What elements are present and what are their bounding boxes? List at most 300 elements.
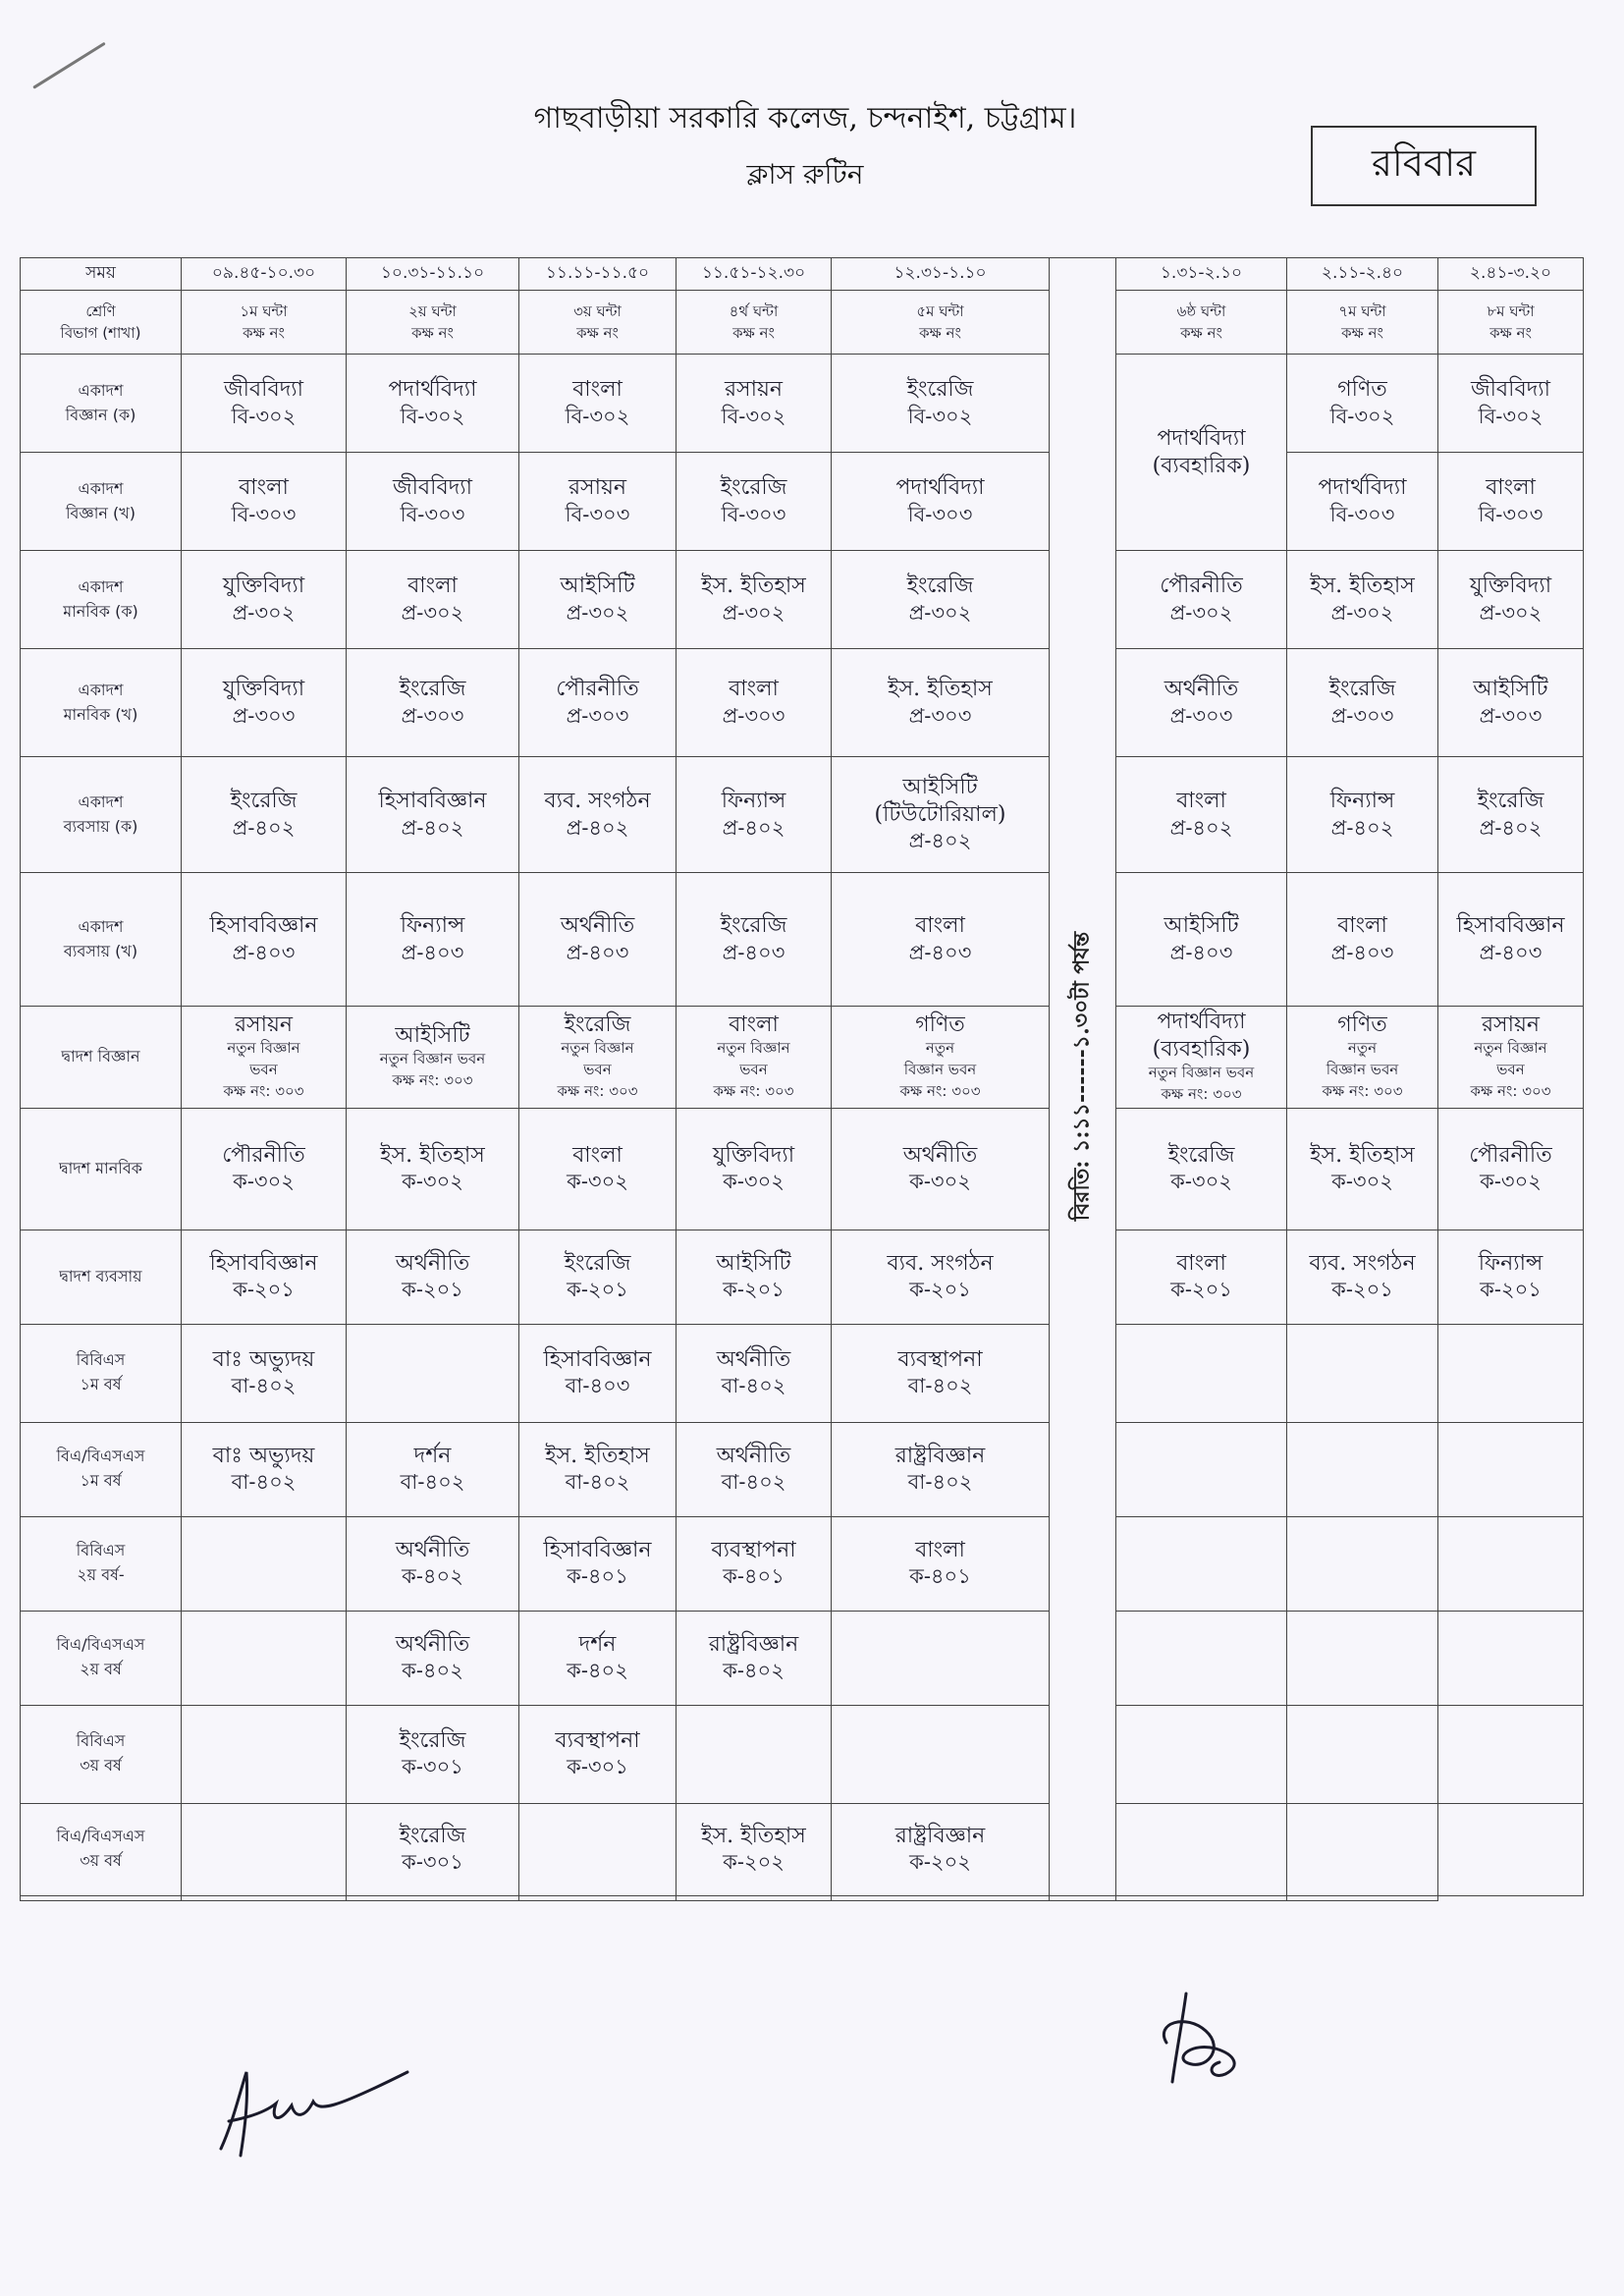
subject: বাংলা [1337,913,1387,939]
subject: আইসিটি [395,1022,470,1048]
routine-cell [182,1422,347,1516]
room-number: বি-৩০২ [907,404,973,428]
room-number: ক-৩০২ [567,1170,628,1194]
room-number: ক-২০১ [723,1278,785,1302]
room-number: ক-২০১ [567,1278,628,1302]
subject: অর্থনীতি [395,1537,470,1562]
routine-cell [182,1324,347,1422]
routine-cell [519,1803,677,1895]
subject: গণিত [1337,377,1387,403]
routine-cell [677,1324,832,1422]
period-label: ২য় ঘন্টা কক্ষ নং [408,301,457,342]
break-column [1050,258,1116,1896]
routine-cell [347,551,519,649]
room-number: বা-৪০২ [907,1470,973,1495]
routine-cell [347,1611,519,1705]
routine-cell [1438,1516,1584,1611]
room-number: ক-২০১ [1480,1278,1542,1302]
room-number: ক-৪০১ [723,1564,785,1589]
routine-cell [182,649,347,757]
room-number: ক-৪০১ [909,1564,971,1589]
table-row [21,355,1584,453]
room-number: প্র-৩০৩ [566,703,629,728]
class-label-cell [21,1230,182,1324]
subject: ইংরেজি [906,377,974,403]
subject: আইসিটি [1473,677,1548,702]
subject: বাংলা [915,1537,965,1562]
subject: হিসাববিজ্ঞান [378,789,487,814]
room-note: নতুন বিজ্ঞান ভবন কক্ষ নং: ৩০৩ [1470,1039,1551,1100]
class-label-cell [21,355,182,453]
subject: বাংলা [572,1142,623,1168]
room-number: বা-৪০২ [231,1470,297,1495]
period-label: ৪র্থ ঘন্টা কক্ষ নং [729,301,779,342]
routine-cell [1287,1422,1438,1516]
routine-cell [519,1516,677,1611]
class-label-cell [21,1803,182,1895]
subject: অর্থনীতি [716,1346,791,1372]
time-label: সময় [85,263,116,283]
room-number: প্র-৩০৩ [1169,703,1233,728]
subject: জীববিদ্যা [223,377,304,403]
college-name: গাছবাড়ীয়া সরকারি কলেজ, চন্দনাইশ, চট্টগ্রাম। [533,101,1077,136]
routine-cell [832,649,1050,757]
subject: ইংরেজি [720,913,787,939]
routine-cell [1438,1007,1584,1109]
room-number: প্র-৪০২ [566,815,629,840]
class-label-cell [21,1705,182,1803]
subject: হিসাববিজ্ঞান [543,1537,652,1562]
time-slot-cell [1287,258,1438,291]
subject: বাংলা [915,913,965,939]
subject: বাংলা [1486,475,1536,501]
routine-cell [182,1803,347,1895]
routine-cell [677,1007,832,1109]
class-label: বিবিএস ১ম বর্ষ [76,1350,126,1394]
subject: আইসিটি [716,1250,791,1276]
routine-cell [1116,551,1287,649]
routine-cell [1116,1803,1287,1895]
routine-cell [182,873,347,1007]
subject: ইংরেজি [720,475,787,501]
subject: বাংলা [239,475,289,501]
routine-cell [347,873,519,1007]
routine-cell [519,649,677,757]
subject: ইংরেজি [564,1011,631,1037]
subject: বাঃ অভ্যুদয় [212,1443,315,1468]
room-number: ক-৩০২ [723,1170,785,1194]
routine-cell [1287,453,1438,551]
period-header-cell [347,291,519,355]
class-label-cell [21,1516,182,1611]
subject: রাষ্ট্রবিজ্ঞান [894,1443,986,1468]
routine-cell [832,1422,1050,1516]
routine-cell [832,1007,1050,1109]
room-number: ক-৩০১ [402,1850,463,1875]
subject: দর্শন [413,1443,452,1468]
routine-cell [1050,1895,1116,1900]
table-row [21,1516,1584,1611]
room-note: নতুন বিজ্ঞান ভবন কক্ষ নং: ৩০৩ [899,1039,981,1100]
room-number: প্র-৩০২ [722,600,785,625]
room-number: ক-৩০১ [402,1755,463,1779]
routine-cell [1116,1422,1287,1516]
room-number: বি-৩০২ [721,404,786,428]
subject: হিসাববিজ্ঞান [543,1346,652,1372]
routine-cell [677,1516,832,1611]
room-number: প্র-৪০২ [722,815,785,840]
room-number: বা-৪০২ [721,1374,786,1398]
routine-cell [1287,873,1438,1007]
routine-cell [677,355,832,453]
subject: ইংরেজি [399,1727,466,1753]
class-label: একাদশ মানবিক (খ) [63,680,138,724]
routine-cell [1116,1611,1287,1705]
room-number: ক-২০১ [402,1278,463,1302]
room-number: বা-৪০২ [565,1470,630,1495]
time-row [21,258,1584,291]
period-label: ১ম ঘন্টা কক্ষ নং [240,301,288,342]
routine-cell [1438,1108,1584,1230]
class-label: বিএ/বিএসএস ৩য় বর্ষ [56,1827,145,1870]
routine-cell [1287,1516,1438,1611]
routine-cell [1438,649,1584,757]
time-slot-cell [1116,258,1287,291]
subject: রাষ্ট্রবিজ্ঞান [894,1823,986,1848]
table-row [21,1611,1584,1705]
routine-cell [182,551,347,649]
class-label: একাদশ মানবিক (ক) [63,576,138,621]
room-number: প্র-৪০২ [908,829,972,853]
routine-cell [347,1007,519,1109]
room-number: ক-৩০২ [402,1170,463,1194]
subject: রসায়ন [1481,1011,1541,1037]
class-label-cell [21,1895,182,1900]
table-row [21,649,1584,757]
subject: গণিত [915,1011,965,1037]
period-header-cell [1116,291,1287,355]
subject: পদার্থবিদ্যা [895,475,985,501]
room-number: প্র-৩০২ [1169,600,1233,625]
class-label-cell [21,873,182,1007]
subject: জীববিদ্যা [1470,377,1551,403]
time-slot-cell [1438,258,1584,291]
routine-cell [519,355,677,453]
subject: রসায়ন [234,1011,294,1037]
routine-cell [1287,1611,1438,1705]
period-label: ৮ম ঘন্টা কক্ষ নং [1487,301,1535,342]
routine-cell [677,1108,832,1230]
room-number: ক-৩০২ [1331,1170,1393,1194]
routine-cell [1438,1705,1584,1803]
time-slot: ২.৪১-৩.২০ [1469,263,1552,283]
subject: বাংলা [729,677,779,702]
room-number: বি-৩০৩ [907,502,973,526]
time-slot-cell [832,258,1050,291]
routine-cell [832,1611,1050,1705]
subject: আইসিটি [1164,913,1239,939]
table-row [21,873,1584,1007]
routine-cell [1287,1705,1438,1803]
routine-cell [1287,551,1438,649]
subject: ব্যব. সংগঠন [1309,1250,1416,1276]
room-number: ক-২০১ [909,1278,971,1302]
subject: ইংরেজি [230,789,298,814]
class-label: দ্বাদশ ব্যবসায় [59,1266,142,1285]
subject: বাংলা [1176,1250,1226,1276]
time-slot: ১২.৩১-১.১০ [893,263,987,283]
class-label: শ্রেণি বিভাগ (শাখা) [60,301,141,342]
period-row [21,291,1584,355]
subject: আইসিটি [560,574,635,599]
subject: ফিন্যান্স [400,913,465,939]
subject: ব্যবস্থাপনা [711,1537,796,1562]
period-header-cell [519,291,677,355]
room-note: নতুন বিজ্ঞান ভবন কক্ষ নং: ৩০৩ [713,1039,794,1100]
routine-cell [519,873,677,1007]
routine-cell [1116,1516,1287,1611]
time-slot: ০৯.৪৫-১০.৩০ [211,263,316,283]
routine-cell [832,873,1050,1007]
room-number: প্র-৪০৩ [1479,940,1543,964]
subject: ইস. ইতিহাস [380,1142,485,1168]
subject: ব্যব. সংগঠন [887,1250,994,1276]
room-number: বি-৩০৩ [231,502,297,526]
routine-cell [347,355,519,453]
subject: ব্যবস্থাপনা [555,1727,640,1753]
routine-cell [182,453,347,551]
period-header-cell [677,291,832,355]
subject: বাংলা [407,574,458,599]
subject: পৌরনীতি [1469,1142,1552,1168]
routine-cell [1116,873,1287,1007]
room-number: প্র-৪০৩ [566,940,629,964]
room-number: বি-৩০৩ [400,502,465,526]
routine-cell [832,453,1050,551]
table-row [21,1705,1584,1803]
time-slot: ১১.১১-১১.৫০ [545,263,650,283]
routine-cell [677,1803,832,1895]
room-note: নতুন বিজ্ঞান ভবন কক্ষ নং: ৩০৩ [379,1050,486,1089]
routine-cell [519,1230,677,1324]
period-header-cell [182,291,347,355]
routine-cell [832,355,1050,453]
room-number: বা-৪০২ [400,1470,465,1495]
routine-cell [832,1230,1050,1324]
time-slot: ১০.৩১-১১.১০ [380,263,485,283]
room-number: প্র-৪০২ [1330,815,1394,840]
routine-cell [347,1803,519,1895]
table-row [21,453,1584,551]
table-row [21,757,1584,873]
room-number: ক-২০১ [1170,1278,1232,1302]
room-number: প্র-৩০৩ [722,703,785,728]
room-note: নতুন বিজ্ঞান ভবন কক্ষ নং: ৩০৩ [557,1039,638,1100]
routine-cell [1116,649,1287,757]
routine-cell [1287,649,1438,757]
time-slot: ১১.৫১-১২.৩০ [701,263,806,283]
room-number: প্র-৪০২ [1169,815,1233,840]
room-number: ক-৩০২ [909,1170,971,1194]
break-text: বিরতি: ১:১১------১.৩০টা পর্যন্ত [1068,932,1094,1222]
room-number: প্র-৩০২ [232,600,296,625]
room-number: ক-৪০২ [723,1659,785,1683]
routine-cell [519,1108,677,1230]
subject: রাষ্ট্রবিজ্ঞান [708,1631,799,1657]
routine-cell [1116,355,1287,551]
time-slot: ২.১১-২.৪০ [1321,263,1404,283]
signature-right [1147,1984,1265,2092]
subject: ইস. ইতিহাস [701,574,806,599]
subject: ইস. ইতিহাস [1310,1142,1415,1168]
routine-cell [1116,1230,1287,1324]
room-number: প্র-৩০৩ [401,703,464,728]
subject: ইংরেজি [906,574,974,599]
subject: গণিত [1337,1011,1387,1037]
routine-cell [1287,355,1438,453]
subject: বাংলা [729,1011,779,1037]
routine-cell [182,355,347,453]
routine-cell [1438,757,1584,873]
routine-cell [1438,1324,1584,1422]
class-label: দ্বাদশ বিজ্ঞান [61,1046,140,1066]
room-number: ক-৪০২ [402,1564,463,1589]
room-number: বা-৪০২ [721,1470,786,1495]
routine-cell [832,1516,1050,1611]
routine-cell [182,1108,347,1230]
room-number: প্র-৪০৩ [722,940,785,964]
subject: পদার্থবিদ্যা [388,377,477,403]
room-number: প্র-৪০২ [401,815,464,840]
routine-cell [1287,1895,1438,1900]
routine-cell [1287,1108,1438,1230]
subject: দর্শন [578,1631,617,1657]
routine-cell [677,649,832,757]
routine-cell [1287,1230,1438,1324]
class-label-cell [21,453,182,551]
room-number: ক-৪০২ [567,1659,628,1683]
routine-cell [1438,453,1584,551]
routine-cell [347,1108,519,1230]
routine-cell [1438,355,1584,453]
day-box: রবিবার [1311,126,1537,206]
table-row [21,1007,1584,1109]
subject: ফিন্যান্স [1329,789,1395,814]
routine-cell [832,551,1050,649]
routine-cell [347,1516,519,1611]
routine-cell [519,551,677,649]
routine-cell [832,1895,1050,1900]
subject: যুক্তিবিদ্যা [222,574,305,599]
room-note: নতুন বিজ্ঞান ভবন কক্ষ নং: ৩০৩ [1322,1039,1403,1100]
class-label-cell [21,1324,182,1422]
room-number: বি-৩০৩ [721,502,786,526]
subject: অর্থনীতি [1164,677,1239,702]
subject: পৌরনীতি [1160,574,1243,599]
routine-cell [519,1007,677,1109]
routine-title: ক্লাস রুটিন [746,158,864,191]
room-number: বি-৩০৩ [565,502,630,526]
subject: যুক্তিবিদ্যা [1469,574,1552,599]
routine-cell [832,1108,1050,1230]
room-number: প্র-৪০৩ [1169,940,1233,964]
subject: ইংরেজি [399,1823,466,1848]
class-label: একাদশ ব্যবসায় (খ) [63,916,138,960]
time-slot-cell [347,258,519,291]
period-header-cell [1287,291,1438,355]
routine-cell [677,551,832,649]
routine-cell [519,1422,677,1516]
routine-cell [1116,1324,1287,1422]
subject: ফিন্যান্স [721,789,786,814]
room-note: নতুন বিজ্ঞান ভবন কক্ষ নং: ৩০৩ [223,1039,304,1100]
period-label: ৩য় ঘন্টা কক্ষ নং [573,301,622,342]
subject: রসায়ন [724,377,784,403]
signature-left [211,2033,427,2170]
routine-cell [1438,873,1584,1007]
subject: বাঃ অভ্যুদয় [212,1346,315,1372]
routine-cell [347,453,519,551]
room-number: প্র-৩০৩ [908,703,972,728]
room-number: বা-৪০২ [231,1374,297,1398]
table-row [21,1895,1584,1900]
subject: অর্থনীতি [395,1250,470,1276]
class-label: বিএ/বিএসএস ১ম বর্ষ [56,1447,145,1490]
room-note: নতুন বিজ্ঞান ভবন কক্ষ নং: ৩০৩ [1148,1064,1255,1103]
room-number: প্র-৩০২ [1330,600,1394,625]
room-number: প্র-৪০৩ [908,940,972,964]
period-label: ৬ষ্ঠ ঘন্টা কক্ষ নং [1176,301,1226,342]
routine-cell [1116,1705,1287,1803]
routine-cell [182,757,347,873]
pen-stroke-mark [32,42,106,89]
routine-cell [182,1895,347,1900]
class-label: বিএ/বিএসএস ২য় বর্ষ [56,1635,145,1678]
subject: ইস. ইতিহাস [888,677,993,702]
routine-cell [1287,1324,1438,1422]
routine-cell [347,1422,519,1516]
time-slot-cell [677,258,832,291]
class-label-cell [21,1108,182,1230]
room-number: প্র-৩০৩ [232,703,296,728]
subject: ইস. ইতিহাস [545,1443,650,1468]
subject: পৌরনীতি [222,1142,305,1168]
routine-cell [1438,1422,1584,1516]
subject: ইস. ইতিহাস [1310,574,1415,599]
routine-cell [677,1705,832,1803]
routine-cell [677,873,832,1007]
subject: ইংরেজি [1328,677,1396,702]
routine-cell [677,1230,832,1324]
room-number: প্র-৩০২ [401,600,464,625]
subject: ইস. ইতিহাস [701,1823,806,1848]
room-number: প্র-৪০২ [232,815,296,840]
room-number: বি-৩০২ [400,404,465,428]
room-number: বি-৩০২ [1478,404,1543,428]
room-number: প্র-৩০২ [1479,600,1543,625]
routine-cell [182,1611,347,1705]
subject: যুক্তিবিদ্যা [712,1142,795,1168]
room-number: প্র-৩০২ [908,600,972,625]
table-row [21,1422,1584,1516]
room-number: ক-৩০২ [233,1170,295,1194]
routine-cell [677,1611,832,1705]
subject: রসায়ন [568,475,627,501]
routine-cell [182,1516,347,1611]
room-number: ক-৪০১ [567,1564,628,1589]
subject: পদার্থবিদ্যা (ব্যবহারিক) [1152,1010,1251,1062]
subject: অর্থনীতি [902,1142,978,1168]
